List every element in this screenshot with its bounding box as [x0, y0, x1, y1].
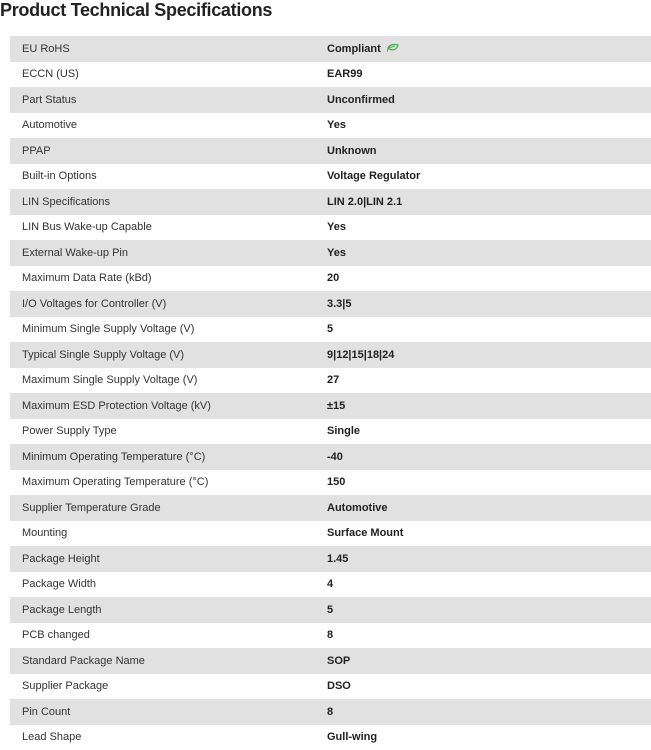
spec-value-cell: [327, 266, 651, 292]
spec-value: Single: [327, 425, 360, 437]
spec-name: Package Length: [10, 597, 327, 623]
spec-name: Supplier Package: [10, 674, 327, 700]
spec-row: [10, 266, 651, 292]
spec-row: [10, 725, 651, 750]
spec-row: [10, 444, 651, 470]
spec-table-body: [10, 36, 651, 750]
spec-row: [10, 393, 651, 419]
spec-value-cell: [327, 648, 651, 674]
spec-name: Built-in Options: [10, 164, 327, 190]
spec-row: [10, 648, 651, 674]
spec-name: Standard Package Name: [10, 648, 327, 674]
spec-value: LIN 2.0|LIN 2.1: [327, 196, 402, 208]
spec-row: [10, 240, 651, 266]
spec-value: 8: [327, 629, 333, 641]
spec-value: Yes: [327, 247, 346, 259]
spec-row: [10, 495, 651, 521]
spec-row: [10, 291, 651, 317]
spec-value: SOP: [327, 655, 350, 667]
spec-value-cell: [327, 36, 651, 62]
spec-value: Voltage Regulator: [327, 170, 420, 182]
spec-name: Maximum Data Rate (kBd): [10, 266, 327, 292]
spec-row: [10, 419, 651, 445]
spec-row: [10, 113, 651, 139]
spec-name: Package Width: [10, 572, 327, 598]
spec-value-cell: [327, 419, 651, 445]
spec-value: 8: [327, 706, 333, 718]
leaf-icon: [387, 43, 399, 53]
spec-value-cell: [327, 393, 651, 419]
spec-value-cell: [327, 597, 651, 623]
spec-value-cell: [327, 699, 651, 725]
spec-value: 5: [327, 604, 333, 616]
page-title: Product Technical Specifications: [0, 0, 651, 36]
spec-value-cell: [327, 138, 651, 164]
spec-name: LIN Bus Wake-up Capable: [10, 215, 327, 241]
spec-value-cell: [327, 470, 651, 496]
spec-table: [10, 36, 651, 750]
spec-row: [10, 674, 651, 700]
spec-name: I/O Voltages for Controller (V): [10, 291, 327, 317]
spec-row: [10, 623, 651, 649]
spec-value: 4: [327, 578, 333, 590]
spec-value: 1.45: [327, 553, 348, 565]
spec-value: Yes: [327, 119, 346, 131]
spec-row: [10, 317, 651, 343]
spec-row: [10, 521, 651, 547]
spec-value: Unknown: [327, 145, 377, 157]
spec-value-cell: [327, 521, 651, 547]
spec-row: [10, 342, 651, 368]
spec-value-cell: [327, 87, 651, 113]
spec-value-cell: [327, 368, 651, 394]
spec-row: [10, 470, 651, 496]
spec-row: [10, 215, 651, 241]
spec-name: External Wake-up Pin: [10, 240, 327, 266]
spec-name: Maximum Single Supply Voltage (V): [10, 368, 327, 394]
spec-value: Yes: [327, 221, 346, 233]
spec-name: Lead Shape: [10, 725, 327, 750]
spec-name: PPAP: [10, 138, 327, 164]
spec-value-cell: [327, 342, 651, 368]
spec-row: [10, 368, 651, 394]
spec-name: Minimum Single Supply Voltage (V): [10, 317, 327, 343]
spec-name: ECCN (US): [10, 62, 327, 88]
spec-row: [10, 189, 651, 215]
spec-row: [10, 62, 651, 88]
spec-name: Power Supply Type: [10, 419, 327, 445]
spec-value: Gull-wing: [327, 731, 377, 743]
spec-value-cell: [327, 164, 651, 190]
spec-row: [10, 572, 651, 598]
spec-value-cell: [327, 623, 651, 649]
spec-value: 150: [327, 476, 345, 488]
spec-value: 27: [327, 374, 339, 386]
spec-value-cell: [327, 725, 651, 750]
spec-name: Part Status: [10, 87, 327, 113]
spec-name: EU RoHS: [10, 36, 327, 62]
spec-name: Mounting: [10, 521, 327, 547]
spec-value-cell: [327, 444, 651, 470]
spec-value-cell: [327, 189, 651, 215]
spec-value: 20: [327, 272, 339, 284]
spec-row: [10, 87, 651, 113]
spec-value: Compliant: [327, 43, 381, 55]
spec-value: ±15: [327, 400, 345, 412]
spec-name: Maximum Operating Temperature (°C): [10, 470, 327, 496]
spec-name: LIN Specifications: [10, 189, 327, 215]
spec-value-cell: [327, 317, 651, 343]
spec-row: [10, 36, 651, 62]
spec-row: [10, 597, 651, 623]
spec-name: Typical Single Supply Voltage (V): [10, 342, 327, 368]
spec-row: [10, 699, 651, 725]
spec-name: Maximum ESD Protection Voltage (kV): [10, 393, 327, 419]
spec-value: -40: [327, 451, 343, 463]
spec-value-cell: [327, 113, 651, 139]
spec-name: Minimum Operating Temperature (°C): [10, 444, 327, 470]
spec-name: Supplier Temperature Grade: [10, 495, 327, 521]
spec-value-cell: [327, 62, 651, 88]
spec-value-cell: [327, 572, 651, 598]
spec-value-cell: [327, 546, 651, 572]
spec-name: Package Height: [10, 546, 327, 572]
spec-value: Automotive: [327, 502, 388, 514]
spec-value: EAR99: [327, 68, 362, 80]
spec-name: Automotive: [10, 113, 327, 139]
spec-name: PCB changed: [10, 623, 327, 649]
spec-row: [10, 164, 651, 190]
spec-value-cell: [327, 291, 651, 317]
spec-value: Unconfirmed: [327, 94, 395, 106]
spec-value: 3.3|5: [327, 298, 352, 310]
spec-value: Surface Mount: [327, 527, 403, 539]
spec-value-cell: [327, 495, 651, 521]
spec-value: 5: [327, 323, 333, 335]
spec-value: DSO: [327, 680, 351, 692]
spec-value: 9|12|15|18|24: [327, 349, 394, 361]
spec-value-cell: [327, 674, 651, 700]
spec-row: [10, 546, 651, 572]
spec-value-cell: [327, 215, 651, 241]
spec-row: [10, 138, 651, 164]
spec-name: Pin Count: [10, 699, 327, 725]
spec-value-cell: [327, 240, 651, 266]
